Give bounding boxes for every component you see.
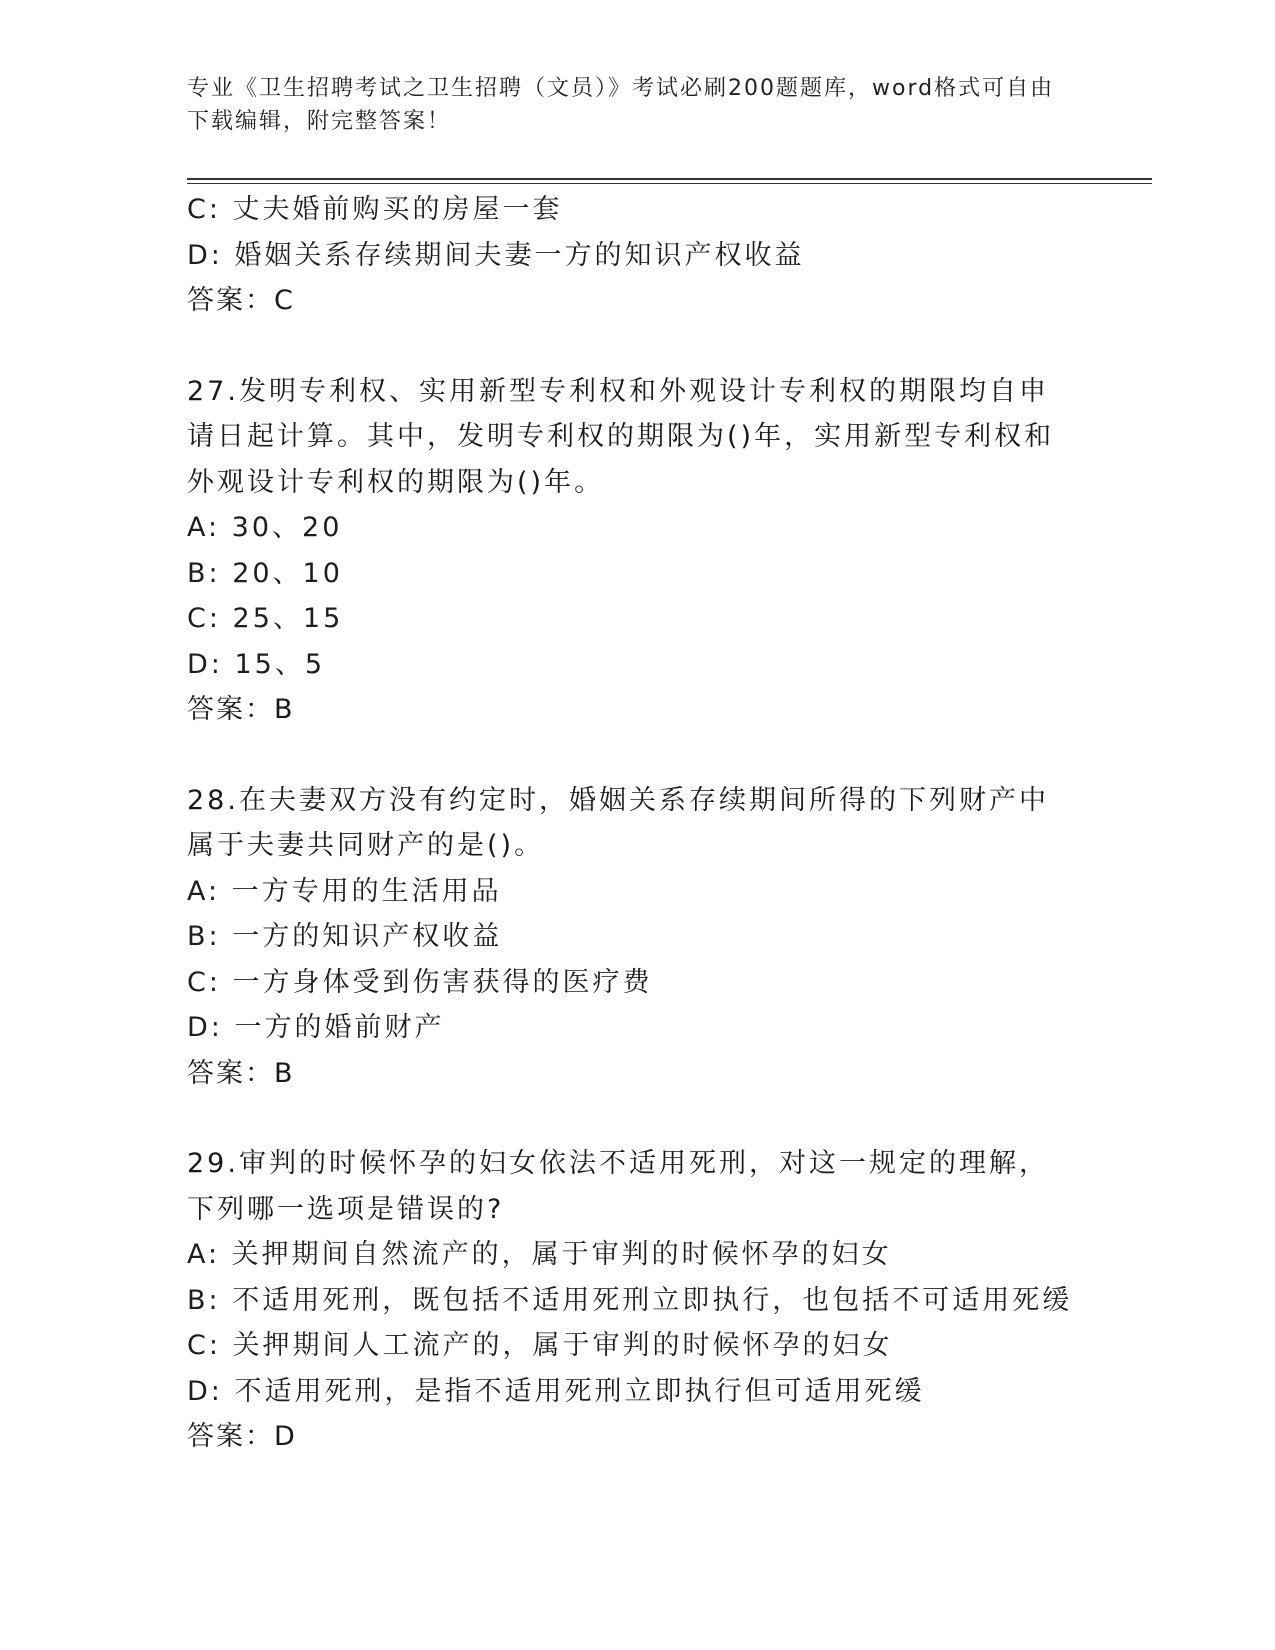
option-b: B: 20、10: [187, 557, 343, 589]
header-divider-thick: [187, 178, 1152, 180]
question-text: 28.在夫妻双方没有约定时，婚姻关系存续期间所得的下列财产中属于夫妻共同财产的是()。: [187, 784, 1049, 861]
previous-question-tail: [187, 187, 1087, 324]
option-d: D: 不适用死刑，是指不适用死刑立即执行但可适用死缓: [187, 1375, 925, 1407]
option-a: A: 关押期间自然流产的，属于审判的时候怀孕的妇女: [187, 1239, 892, 1270]
header-divider-thin: [187, 183, 1152, 184]
option-a: A: 30、20: [187, 512, 343, 543]
option-c: C: 25、15: [187, 603, 344, 634]
option-d: D: 婚姻关系存续期间夫妻一方的知识产权收益: [187, 239, 805, 271]
option-c: C: 丈夫婚前购买的房屋一套: [187, 194, 563, 225]
option-b: B: 不适用死刑，既包括不适用死刑立即执行，也包括不可适用死缓: [187, 1284, 1073, 1316]
question-29: [187, 1141, 1087, 1460]
document-header: 专业《卫生招聘考试之卫生招聘（文员）》考试必刷200题题库，word格式可自由下载编辑，附完整答案！: [187, 76, 1055, 134]
option-d: D: 一方的婚前财产: [187, 1012, 445, 1043]
option-c: C: 一方身体受到伤害获得的医疗费: [187, 966, 653, 998]
answer-line: 答案：D: [187, 1421, 297, 1452]
question-text: 27.发明专利权、实用新型专利权和外观设计专利权的期限均自申请日起计算。其中，发明专利权的期限为()年，实用新型专利权和外观设计专利权的期限为()年。: [187, 375, 1055, 498]
option-b: B: 一方的知识产权收益: [187, 921, 503, 952]
answer-line: 答案：B: [187, 694, 295, 725]
answer-line: 答案：B: [187, 1057, 295, 1089]
question-text: 29.审判的时候怀孕的妇女依法不适用死刑，对这一规定的理解，下列哪一选项是错误的?: [187, 1148, 1049, 1225]
question-27: [187, 369, 1087, 733]
option-a: A: 一方专用的生活用品: [187, 875, 502, 907]
answer-line: 答案：C: [187, 285, 295, 316]
question-28: [187, 778, 1087, 1097]
option-d: D: 15、5: [187, 648, 326, 680]
document-body: [187, 187, 1087, 1460]
option-c: C: 关押期间人工流产的，属于审判的时候怀孕的妇女: [187, 1330, 893, 1361]
